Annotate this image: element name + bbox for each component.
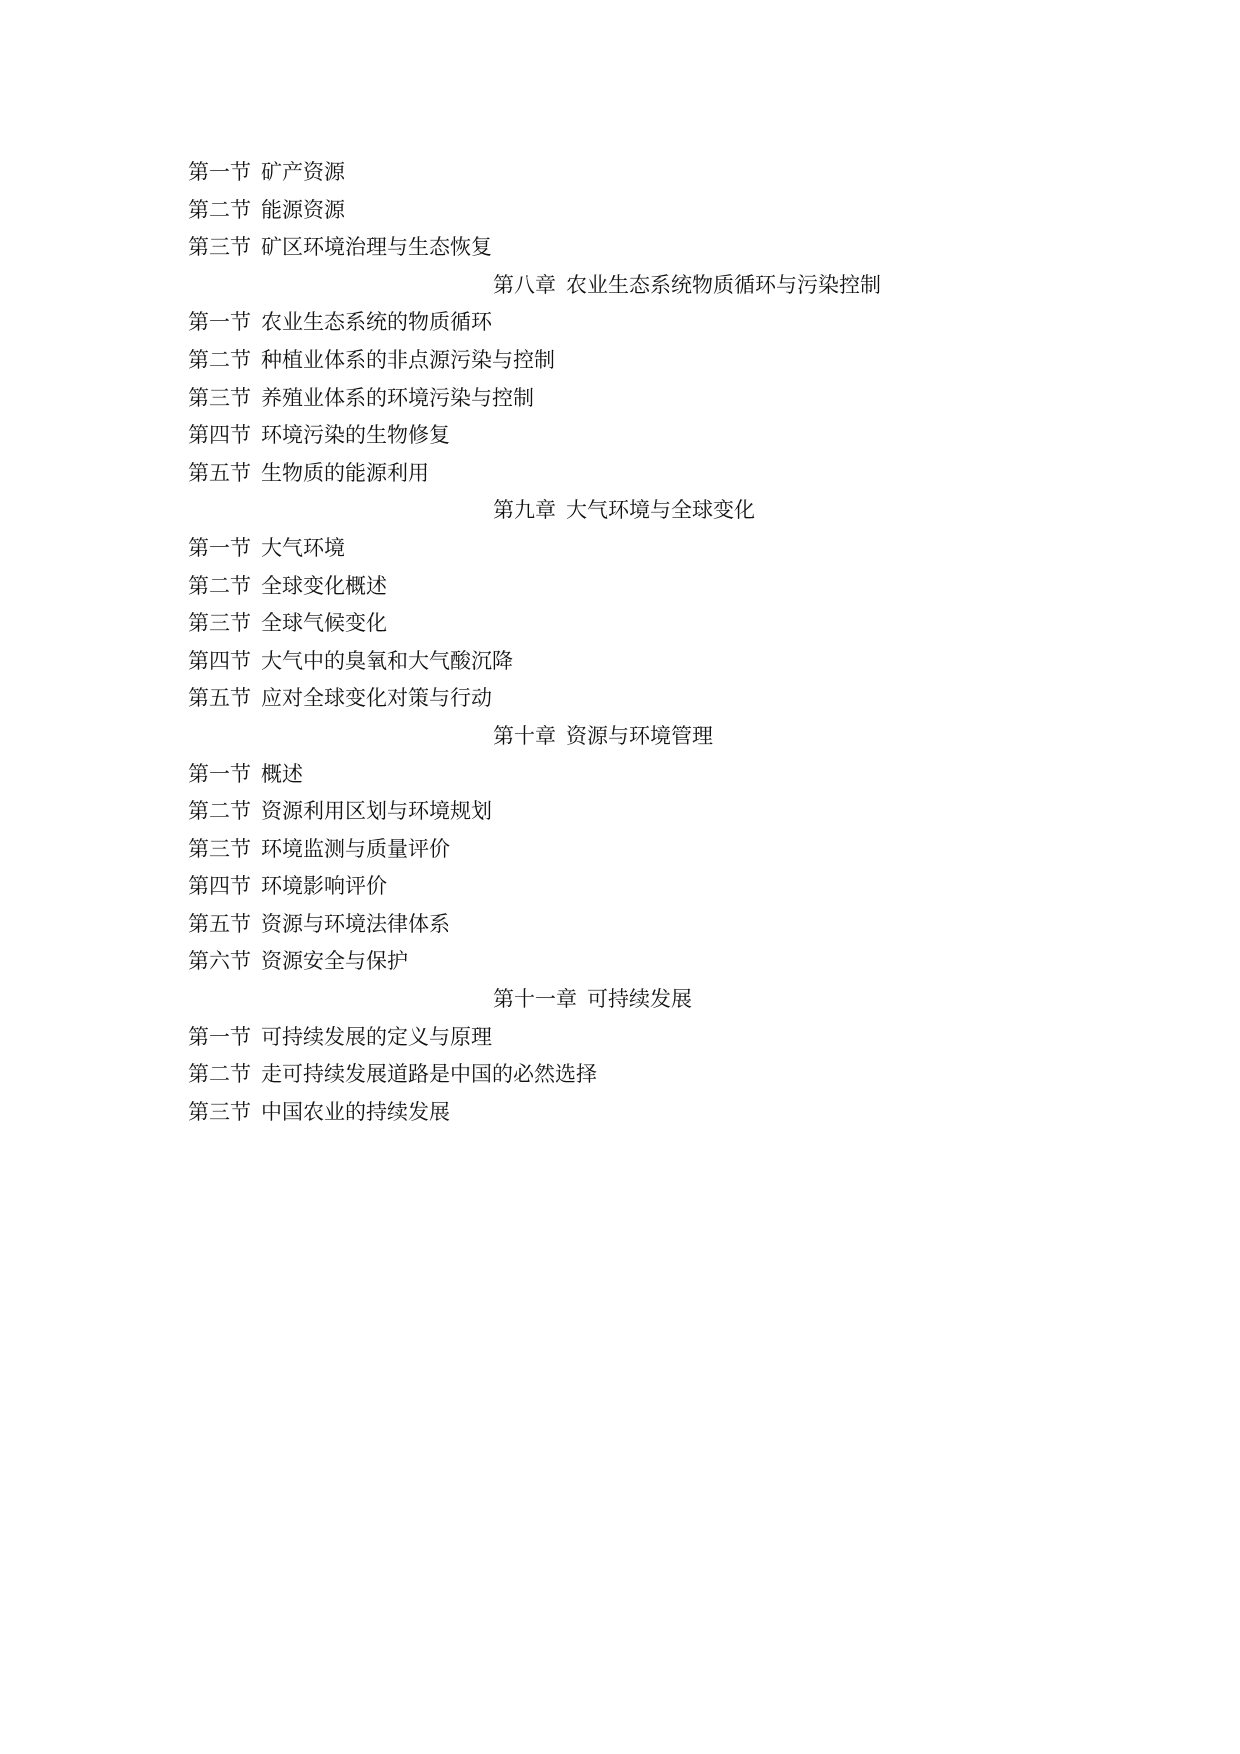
toc-section-entry [0,643,1240,681]
toc-chapter-heading [0,718,1240,756]
section-title: 环境污染的生物修复 [261,423,450,448]
toc-section-entry [0,417,1240,455]
toc-section-entry [0,831,1240,869]
toc-section-entry [0,304,1240,342]
section-number: 第五节 [188,911,251,936]
toc-section-entry [0,680,1240,718]
table-of-contents [0,154,1240,1131]
section-number: 第三节 [188,235,251,260]
section-title: 资源利用区划与环境规划 [261,799,492,824]
section-title: 能源资源 [261,197,345,222]
section-number: 第四节 [188,423,251,448]
toc-section-entry [0,906,1240,944]
toc-chapter-heading [0,492,1240,530]
section-title: 走可持续发展道路是中国的必然选择 [261,1062,597,1087]
chapter-number: 第九章 [493,498,556,523]
chapter-title: 大气环境与全球变化 [566,498,755,523]
toc-section-entry [0,342,1240,380]
section-number: 第三节 [188,836,251,861]
section-number: 第一节 [188,310,251,335]
section-title: 农业生态系统的物质循环 [261,310,492,335]
section-number: 第三节 [188,385,251,410]
section-title: 概述 [261,761,303,786]
section-number: 第二节 [188,573,251,598]
toc-section-entry [0,605,1240,643]
section-number: 第一节 [188,1024,251,1049]
section-title: 大气环境 [261,535,345,560]
section-title: 可持续发展的定义与原理 [261,1024,492,1049]
section-title: 应对全球变化对策与行动 [261,686,492,711]
section-number: 第五节 [188,460,251,485]
chapter-title: 资源与环境管理 [566,723,713,748]
section-number: 第三节 [188,1099,251,1124]
chapter-title: 可持续发展 [587,987,692,1012]
section-title: 矿区环境治理与生态恢复 [261,235,492,260]
section-title: 养殖业体系的环境污染与控制 [261,385,534,410]
toc-section-entry [0,756,1240,794]
section-number: 第二节 [188,347,251,372]
section-title: 资源安全与保护 [261,949,408,974]
section-title: 环境监测与质量评价 [261,836,450,861]
toc-section-entry [0,154,1240,192]
section-title: 矿产资源 [261,160,345,184]
section-number: 第二节 [188,799,251,824]
section-title: 中国农业的持续发展 [261,1099,450,1124]
section-number: 第一节 [188,160,251,184]
toc-section-entry [0,229,1240,267]
toc-section-entry [0,1056,1240,1094]
toc-section-entry [0,192,1240,230]
toc-section-entry [0,380,1240,418]
chapter-number: 第十一章 [493,987,577,1012]
toc-section-entry [0,530,1240,568]
section-title: 种植业体系的非点源污染与控制 [261,347,555,372]
section-title: 全球气候变化 [261,611,387,636]
chapter-number: 第十章 [493,723,556,748]
toc-section-entry [0,943,1240,981]
toc-chapter-heading [0,267,1240,305]
toc-section-entry [0,568,1240,606]
section-title: 资源与环境法律体系 [261,911,450,936]
section-title: 生物质的能源利用 [261,460,429,485]
toc-section-entry [0,793,1240,831]
section-title: 全球变化概述 [261,573,387,598]
toc-chapter-heading [0,981,1240,1019]
toc-section-entry [0,1094,1240,1132]
section-number: 第二节 [188,197,251,222]
section-number: 第二节 [188,1062,251,1087]
section-number: 第四节 [188,874,251,899]
section-title: 大气中的臭氧和大气酸沉降 [261,648,513,673]
toc-section-entry [0,868,1240,906]
chapter-title: 农业生态系统物质循环与污染控制 [566,272,881,297]
toc-section-entry [0,1019,1240,1057]
section-number: 第一节 [188,761,251,786]
toc-section-entry [0,455,1240,493]
section-number: 第六节 [188,949,251,974]
section-number: 第五节 [188,686,251,711]
section-number: 第一节 [188,535,251,560]
section-number: 第三节 [188,611,251,636]
section-number: 第四节 [188,648,251,673]
chapter-number: 第八章 [493,272,556,297]
section-title: 环境影响评价 [261,874,387,899]
